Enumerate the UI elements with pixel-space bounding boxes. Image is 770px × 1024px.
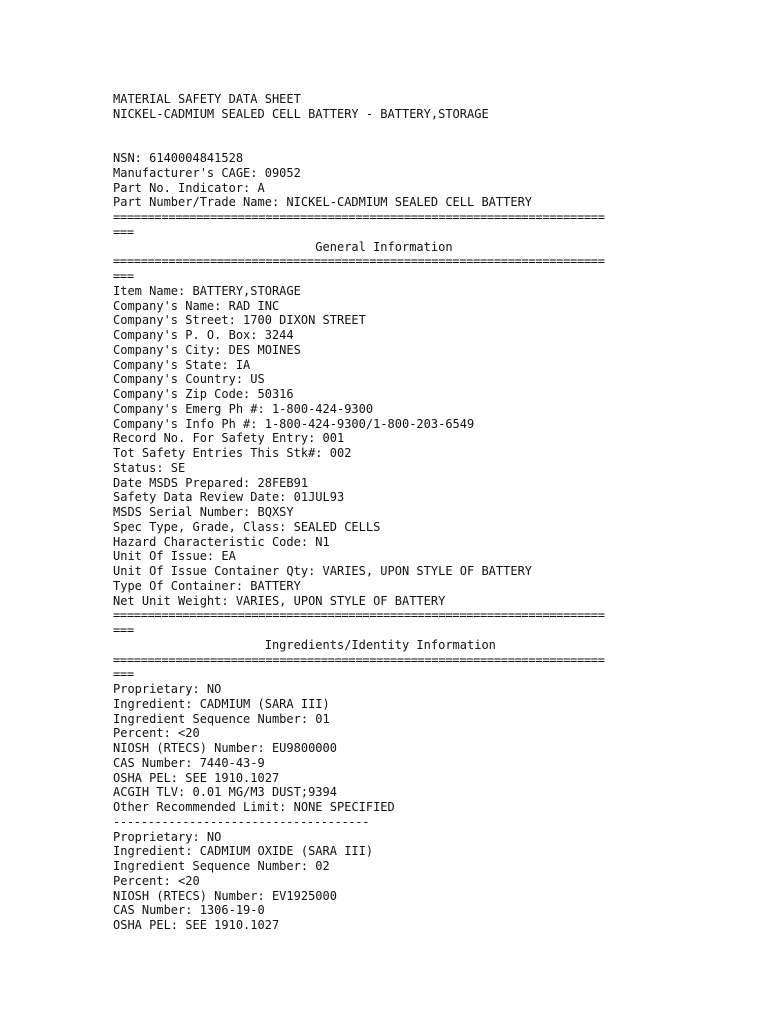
text-line: NIOSH (RTECS) Number: EU9800000: [113, 741, 337, 755]
document-subtitle: NICKEL-CADMIUM SEALED CELL BATTERY - BATTERY,STORAGE: [113, 106, 489, 121]
blank-line: [113, 122, 663, 137]
text-line: OSHA PEL: SEE 1910.1027: [113, 918, 280, 932]
text-line: Unit Of Issue: EA: [113, 549, 236, 564]
text-line: Ingredient: CADMIUM OXIDE (SARA III): [113, 844, 374, 859]
section-heading: Ingredients/Identity Information: [113, 637, 496, 652]
text-line: Unit Of Issue Container Qty: VARIES, UPON STYLE OF BATTERY: [113, 564, 533, 578]
text-line: Ingredient Sequence Number: 02: [113, 859, 330, 873]
text-line: Status: SE: [113, 460, 186, 475]
text-line: Date MSDS Prepared: 28FEB91: [113, 475, 309, 490]
text-line: Other Recommended Limit: NONE SPECIFIED: [113, 800, 395, 814]
text-line: Company's Country: US: [113, 372, 265, 387]
text-line: Company's State: IA: [113, 357, 251, 372]
text-line: Manufacturer's CAGE: 09052: [113, 165, 301, 180]
section-rule: =======================================================================: [113, 652, 605, 667]
text-line: Spec Type, Grade, Class: SEALED CELLS: [113, 519, 381, 534]
text-line: Part Number/Trade Name: NICKEL-CADMIUM SEALED CELL BATTERY: [113, 195, 533, 210]
text-line: Percent: <20: [113, 873, 200, 888]
msds-document: [113, 92, 663, 933]
text-line: Ingredient Sequence Number: 01: [113, 711, 330, 726]
text-line: Company's Street: 1700 DIXON STREET: [113, 313, 366, 328]
text-line: Ingredient: CADMIUM (SARA III): [113, 696, 330, 711]
text-line: Company's Emerg Ph #: 1-800-424-9300: [113, 401, 374, 416]
text-line: NSN: 6140004841528: [113, 151, 244, 165]
text-line: CAS Number: 1306-19-0: [113, 903, 265, 918]
section-rule: ===: [113, 224, 134, 239]
text-line: Proprietary: NO: [113, 682, 222, 696]
text-line: Company's Info Ph #: 1-800-424-9300/1-800-203-6549: [113, 416, 475, 431]
section-rule: ===: [113, 667, 134, 682]
section-rule: =======================================================================: [113, 608, 605, 623]
text-line: Percent: <20: [113, 726, 200, 741]
text-line: Hazard Characteristic Code: N1: [113, 534, 330, 549]
text-line: Company's P. O. Box: 3244: [113, 328, 294, 342]
section-rule: =======================================================================: [113, 254, 605, 269]
text-line: Company's Zip Code: 50316: [113, 387, 294, 401]
text-line: OSHA PEL: SEE 1910.1027: [113, 770, 280, 785]
text-line: Record No. For Safety Entry: 001: [113, 431, 345, 446]
text-line: Type Of Container: BATTERY: [113, 578, 301, 593]
text-line: Tot Safety Entries This Stk#: 002: [113, 446, 352, 460]
text-line: ACGIH TLV: 0.01 MG/M3 DUST;9394: [113, 785, 337, 800]
document-title: MATERIAL SAFETY DATA SHEET: [113, 92, 301, 106]
text-line: CAS Number: 7440-43-9: [113, 755, 265, 770]
text-line: Part No. Indicator: A: [113, 180, 265, 195]
blank-line: [113, 136, 663, 151]
text-line: Proprietary: NO: [113, 829, 222, 844]
text-line: Company's City: DES MOINES: [113, 342, 301, 357]
ingredient-separator: -------------------------------------: [113, 814, 370, 829]
section-heading: General Information: [113, 239, 453, 254]
text-line: Safety Data Review Date: 01JUL93: [113, 490, 345, 505]
text-line: Company's Name: RAD INC: [113, 298, 280, 313]
section-rule: ===: [113, 269, 134, 283]
text-line: Net Unit Weight: VARIES, UPON STYLE OF BATTERY: [113, 593, 446, 608]
text-line: Item Name: BATTERY,STORAGE: [113, 283, 301, 298]
text-line: NIOSH (RTECS) Number: EV1925000: [113, 888, 337, 903]
section-rule: ===: [113, 623, 134, 637]
text-line: MSDS Serial Number: BQXSY: [113, 505, 294, 519]
section-rule: =======================================================================: [113, 210, 605, 224]
